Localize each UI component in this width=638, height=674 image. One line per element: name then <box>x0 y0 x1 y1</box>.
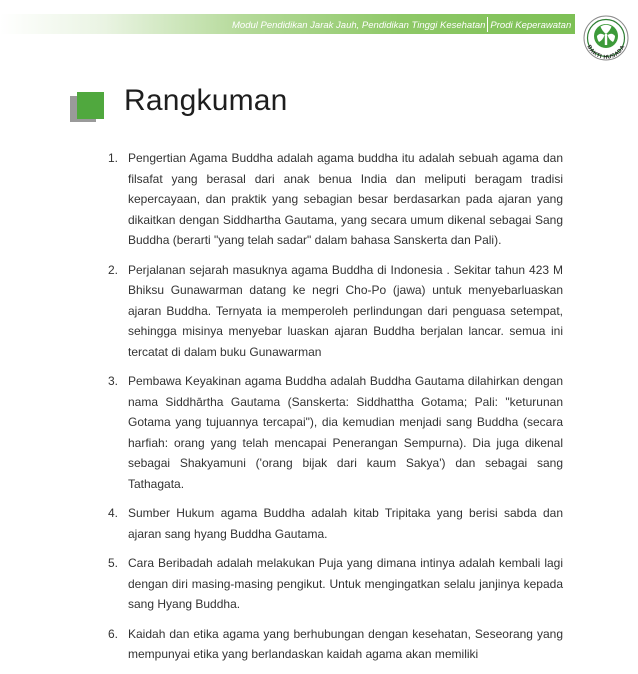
program-text: Prodi Keperawatan <box>490 20 572 31</box>
item-text: Pembawa Keyakinan agama Buddha adalah Buddha Gautama dilahirkan dengan nama Siddhārtha Gautama (Sanskerta: Siddhattha Gotama; Pali: "keturunan Gotama yang tujuannya tercapai"), dia kemudian menjadi sang Buddha (secara harfiah: orang yang telah mencapai Penerangan Sempurna). Dia juga dikenal sebagai Shakyamuni ('orang bijak dari kaum Sakya') dan sebagai sang Tathagata. <box>128 374 563 491</box>
bakti-husada-logo-icon <box>577 8 635 72</box>
summary-item-1 <box>108 148 563 251</box>
item-number: 6. <box>108 626 119 641</box>
summary-list <box>108 148 563 674</box>
header-separator <box>487 17 488 32</box>
page-title: Rangkuman <box>124 84 288 117</box>
summary-item-5 <box>108 553 563 615</box>
summary-item-3 <box>108 371 563 494</box>
item-text: Cara Beribadah adalah melakukan Puja yang dimana intinya adalah kembali lagi dengan diri masing-masing pengikut. Untuk mengingatkan selalu janjinya kepada sang Hyang Buddha. <box>128 556 563 611</box>
item-number: 3. <box>108 374 119 388</box>
title-marker-green <box>77 92 104 119</box>
running-header <box>232 17 571 32</box>
item-text: Pengertian Agama Buddha adalah agama buddha itu adalah sebuah agama dan filsafat yang berasal dari anak benua India dan meliputi beragam tradisi kepercayaan, dan praktik yang sebagian besar berdasarkan pada ajaran yang dikaitkan dengan Siddhartha Gautama, yang secara umum dikenal sebagai Sang Buddha (berarti "yang telah sadar" dalam bahasa Sanskerta dan Pali). <box>128 151 563 247</box>
item-number: 5. <box>108 556 119 570</box>
summary-item-4 <box>108 503 563 544</box>
item-text: Sumber Hukum agama Buddha adalah kitab Tripitaka yang berisi sabda dan ajaran sang hyang Buddha Gautama. <box>128 506 563 541</box>
item-text: Perjalanan sejarah masuknya agama Buddha di Indonesia . Sekitar tahun 423 M Bhiksu Gunawarman datang ke negri Cho-Po (jawa) untuk menyebarluaskan ajaran Buddha. Ternyata ia memperoleh perlindungan dari penguasa setempat, sehingga misinya menyebar luaskan ajaran Buddha berjalan lancar. semua ini tercatat di dalam buku Gunawarman <box>128 262 563 359</box>
item-text: Kaidah dan etika agama yang berhubungan dengan kesehatan, Seseorang yang mempunyai etika yang berlandaskan kaidah agama akan memiliki <box>128 626 563 661</box>
summary-item-2 <box>108 260 563 363</box>
item-number: 1. <box>108 151 119 165</box>
logo-text: BAKTI HUSADA <box>585 44 627 61</box>
title-marker <box>70 92 106 128</box>
item-number: 4. <box>108 506 119 520</box>
item-number: 2. <box>108 262 119 277</box>
module-text: Modul Pendidikan Jarak Jauh, Pendidikan Tinggi Kesehatan <box>232 20 486 31</box>
